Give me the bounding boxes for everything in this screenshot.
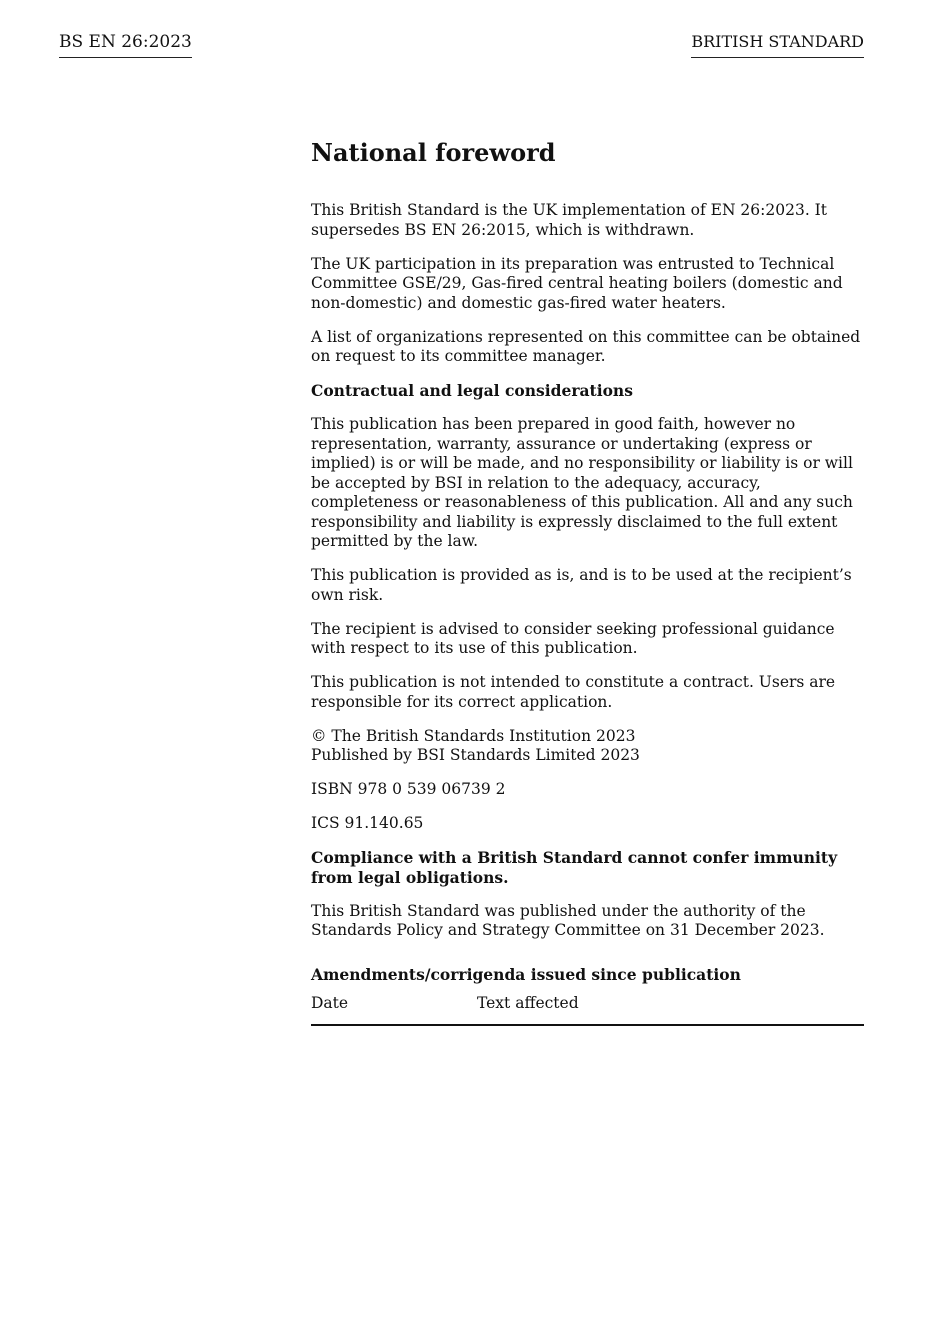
good-faith-paragraph: This publication has been prepared in good faith, however no representation, warranty, assurance or undertaking (express or implied) is or will be made, and no responsibility or liability is or will be accepted by BSI in relation to the adequacy, accuracy, completeness or reasonableness of this publication. All and any such responsibility and liability is expressly disclaimed to the full extent permitted by the law.	[311, 415, 853, 550]
contract-paragraph: This publication is not intended to constitute a contract. Users are responsible for its correct application.	[311, 673, 836, 711]
legal-heading: Contractual and legal considerations	[311, 381, 633, 400]
ics: ICS 91.140.65	[311, 814, 424, 832]
amendments-table	[311, 994, 864, 1026]
amendments-text-header: Text affected	[477, 994, 864, 1025]
page-title: National foreword	[311, 138, 556, 167]
implementation-paragraph: This British Standard is the UK implementation of EN 26:2023. It supersedes BS EN 26:2015, which is withdrawn.	[311, 201, 828, 239]
authority-paragraph: This British Standard was published under the authority of the Standards Policy and Strategy Committee on 31 December 2023.	[311, 901, 825, 939]
amendments-date-header: Date	[311, 994, 477, 1025]
document-id: BS EN 26:2023	[59, 31, 192, 58]
organizations-paragraph: A list of organizations represented on this committee can be obtained on request to its committee manager.	[311, 327, 861, 365]
committee-paragraph: The UK participation in its preparation was entrusted to Technical Committee GSE/29, Gas-fired central heating boilers (domestic and non-domestic) and domestic gas-fired water heaters.	[311, 254, 843, 312]
compliance-notice: Compliance with a British Standard cannot confer immunity from legal obligations.	[311, 848, 838, 887]
publisher-line: Published by BSI Standards Limited 2023	[311, 746, 640, 764]
isbn: ISBN 978 0 539 06739 2	[311, 780, 506, 798]
guidance-paragraph: The recipient is advised to consider seeking professional guidance with respect to its use of this publication.	[311, 619, 835, 657]
amendments-header-row	[311, 994, 864, 1025]
copyright-block	[311, 727, 864, 766]
foreword-content	[311, 138, 864, 1026]
document-series: BRITISH STANDARD	[691, 31, 864, 58]
copyright-line: © The British Standards Institution 2023	[311, 726, 636, 745]
amendments-heading: Amendments/corrigenda issued since publication	[311, 964, 741, 984]
risk-paragraph: This publication is provided as is, and is to be used at the recipient’s own risk.	[311, 566, 852, 604]
